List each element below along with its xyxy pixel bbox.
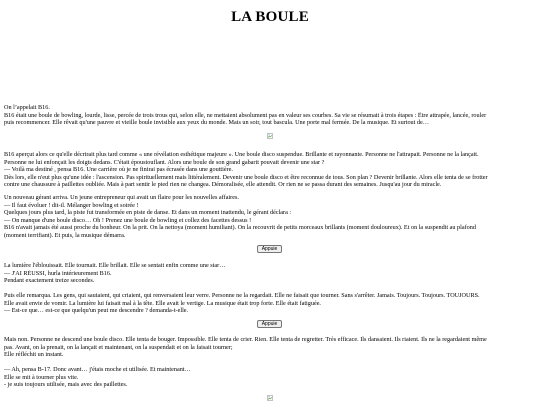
- appuie-button-1[interactable]: Appuie: [257, 245, 282, 253]
- text-line: B16 aperçut alors ce qu'elle décrirait plus tard comme « une révélation esthétique majeure ». Une boule disco suspendue. Brillante et rayonnante. Personne ne l'attrapait. Personne ne la lançait.: [4, 151, 479, 158]
- text-line: Elle réfléchit un instant.: [4, 351, 64, 359]
- text-line: contre une chaussure à paillettes oubliée. Mais à part sentir le pied rien ne changea. Démoralisée, elle attendit. Or rien ne se passa durant des semaines. Jusqu'au jour du miracle.: [4, 181, 442, 189]
- paragraph-ending: [4, 366, 536, 389]
- text-line: puis recommencer. Elle rêvait qu'une pauvre et vieille boule invisible aux yeux du monde. Mais un soir, tout bascula. Une porte mal fermée. De la musique. Et surtout de…: [4, 119, 429, 127]
- text-line: Dès lors, elle n'eut plus qu'une idée : l'ascension. Pas spirituellement mais littéralement. Devenir une boule disco et être reconnue de tous. Son plan ? Devenir brillante. Alors elle tenta de se frotter: [4, 173, 488, 181]
- text-line: B16 n'avait jamais été aussi proche du bonheur. On la prit. On la nettoya (moment humiliant). On la recouvrit de petits morceaux brillants (moment douloureux). Et on la suspendit au plafond: [4, 224, 476, 232]
- text-line: pas. Avant, on la prenait, on la lançait et maintenant, on la suspendait et on la faisait tourner;: [4, 343, 233, 351]
- paragraph-intro: [4, 104, 536, 127]
- paragraph-dizzy: [4, 292, 536, 315]
- story-title: LA BOULE: [231, 9, 309, 25]
- text-line: — Voilà ma destiné , pensa B16. Une carrière où je ne finirai pas écrasée dans une gouttière.: [4, 166, 233, 174]
- broken-image-icon: [267, 395, 273, 401]
- text-line: Puis elle remarqua. Les gens, qui sautaient, qui criaient, qui renversaient leur verre. Personne ne la regardait. Elle ne faisait que tourner. Sans s'arrêter. Jamais. Toujours. Toujours. TOUJOURS.: [4, 292, 480, 299]
- text-line: Pendant exactement treize secondes.: [4, 277, 95, 285]
- paragraph-star-moment: [4, 262, 536, 285]
- text-line: B16 était une boule de bowling, lourde, lisse, percée de trois trous qui, selon elle, ne mettaient absolument pas en valeur ses courbes. Sa vie se résumait à trois étapes : Être attrapée, lancée, rouler: [4, 111, 487, 119]
- text-line: — J'AI RÉUSSI, hurla intérieurement B16.: [4, 269, 112, 277]
- text-line: La lumière l'éblouissait. Elle tournait. Elle brillait. Elle se sentait enfin comme une star…: [4, 262, 226, 269]
- text-line: — Est-ce que… est-ce que quelqu'un peut me descendre ? demanda-t-elle.: [4, 307, 189, 315]
- text-line: Mais non. Personne ne descend une boule disco. Elle tenta de bouger. Impossible. Elle tenta de crier. Rien. Elle tenta de regretter. Très efficace. Ils dansaient. Ils riaient. Ils ne la regardaient même: [4, 336, 487, 343]
- text-line: Elle se mit à tourner plus vite.: [4, 373, 79, 381]
- text-line: Personne ne lui enfonçait les doigts dedans. C'était époustouflant. Alors une boule de son grand gabarit pouvait devenir une star ?: [4, 158, 325, 166]
- broken-image-icon: [267, 133, 273, 139]
- paragraph-disco-revelation: [4, 151, 536, 189]
- text-line: - je suis toujours utilisée, mais avec des paillettes.: [4, 381, 128, 389]
- text-line: — On manque d'une boule disco… Oh ! Prenez une boule de bowling et collez des facettes dessus !: [4, 216, 252, 224]
- appuie-button-2[interactable]: Appuie: [257, 320, 282, 328]
- text-line: On l’appelait B16.: [4, 104, 50, 111]
- paragraph-nobody-descends: [4, 336, 536, 359]
- text-line: — Il faut évoluer ! dit-il. Mélanger bowling et soirée !: [4, 201, 139, 209]
- text-line: (moment terrifiant). Et puis, la musique démarra.: [4, 231, 126, 239]
- text-line: Un nouveau gérant arriva. Un jeune entrepreneur qui avait un flaire pour les nouvelles affaires.: [4, 194, 239, 201]
- paragraph-new-manager: [4, 194, 536, 240]
- text-line: Elle avait envie de vomir. La lumière lui faisait mal à la tête. Elle avait le vertige. La musique était trop forte. Elle était fatiguée.: [4, 299, 321, 307]
- text-line: — Ah, pensa B-17. Donc avant… j'étais moche et utilisée. Et maintenant…: [4, 366, 191, 373]
- text-line: Quelques jours plus tard, la piste fut transformée en piste de danse. Et dans un moment inattendu, le gérant déclara :: [4, 209, 292, 217]
